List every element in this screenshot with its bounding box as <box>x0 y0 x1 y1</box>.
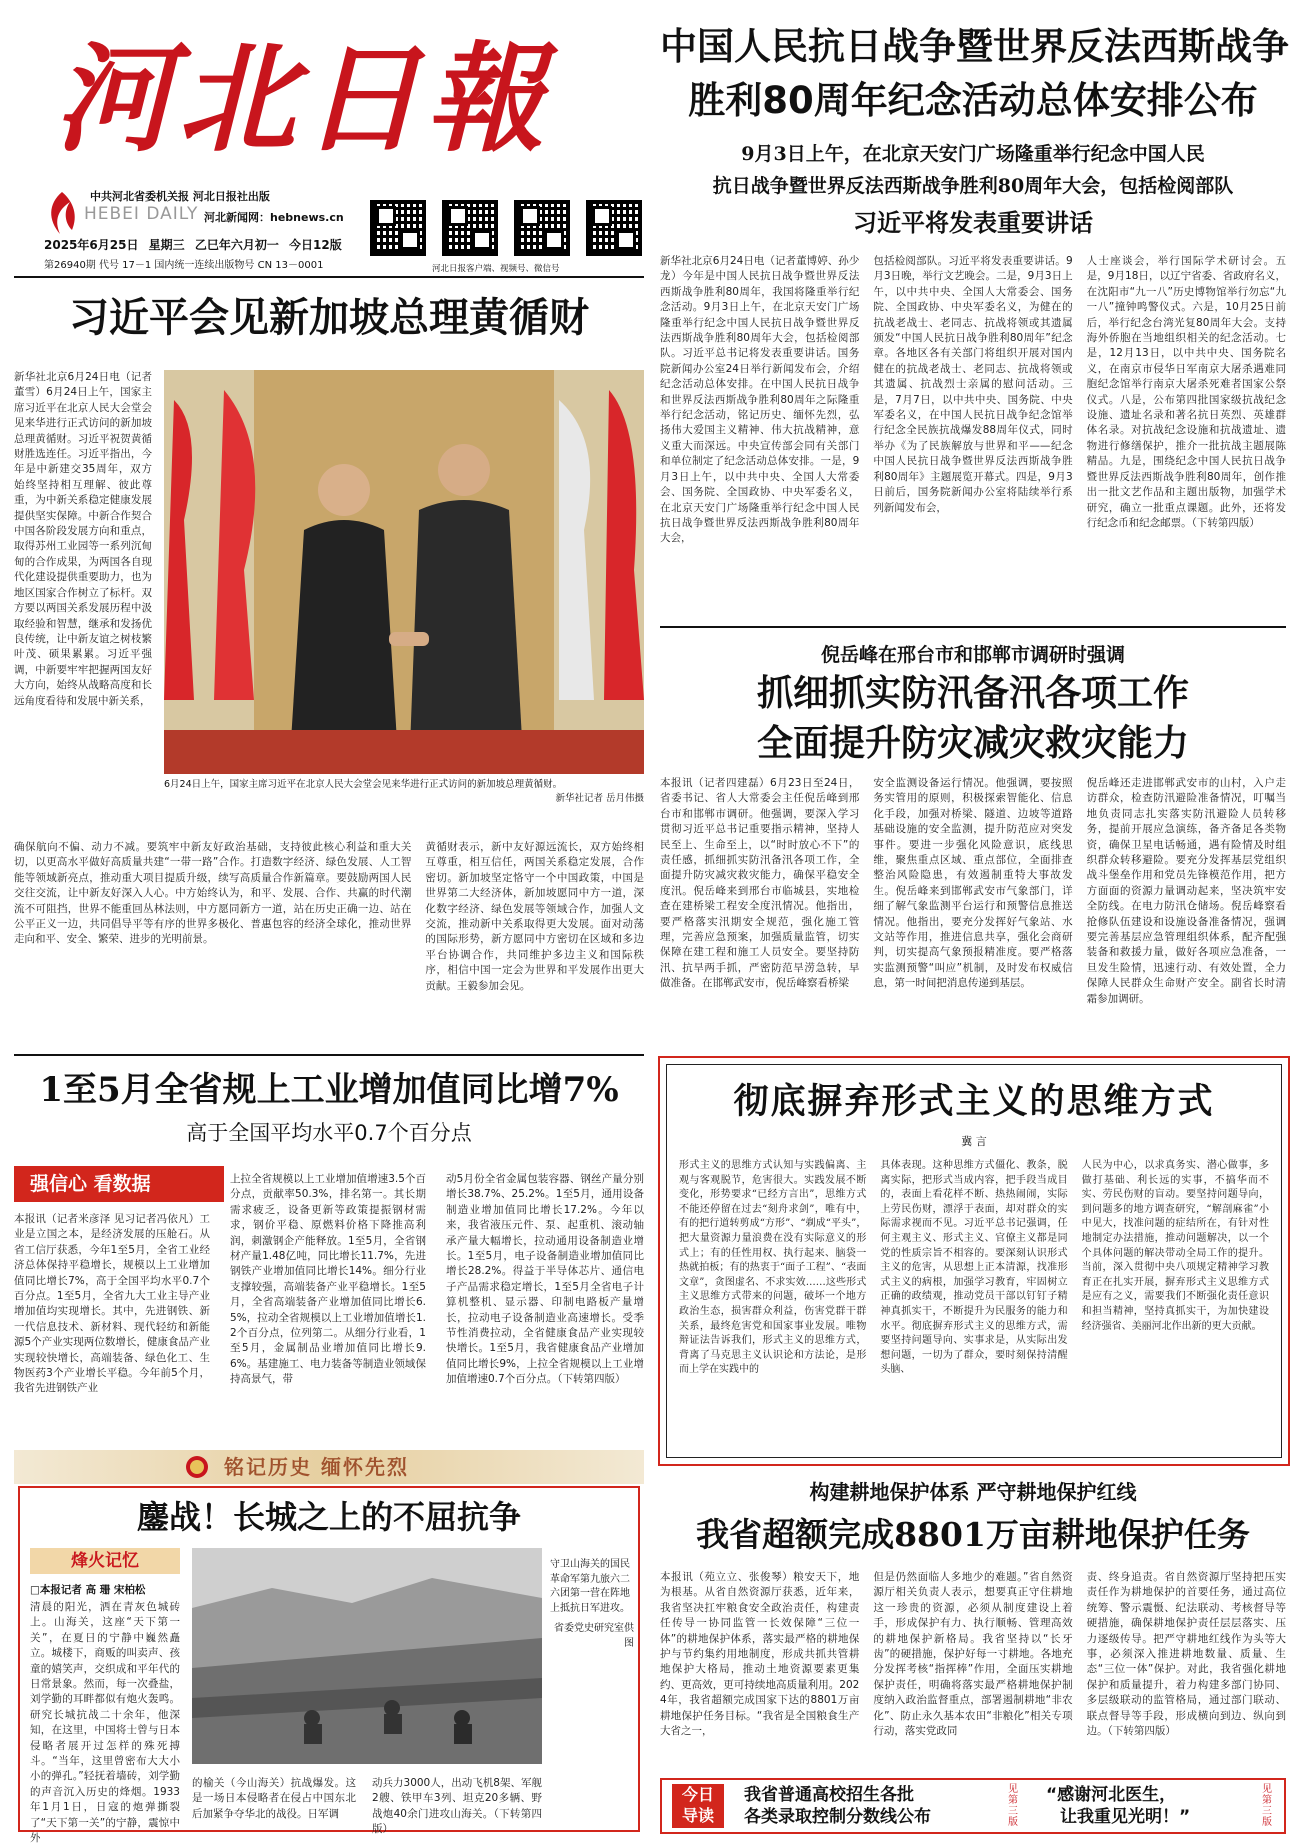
editorial-headline: 彻底摒弃形式主义的思维方式 <box>733 1081 1215 1122</box>
today-label-1: 今日 <box>681 1785 714 1804</box>
today-item-2-page: 见第三版 <box>1262 1784 1272 1828</box>
masthead-english: HEBEI DAILY <box>84 204 199 224</box>
website-url[interactable]: hebnews.cn <box>270 211 344 224</box>
greatwall-byline: □本报记者 高 珊 宋柏松 <box>30 1584 146 1596</box>
qr-code-icon[interactable] <box>442 200 498 256</box>
xi-body <box>14 840 644 1046</box>
issue-pages: 今日12版 <box>289 238 342 252</box>
editorial-col-3: 人民为中心，以求真务实、潜心做事，多做打基础、利长远的实事，不搞华而不实、劳民伤财的盲动。要坚持问题导向，到问题多的地方调查研究，“解剖麻雀”小中见大，找准问题的症结所在，有针对性地制定办法措施，推动问题解决，以一个个具体问题的解决带动全局工作的提升。当前，深入贯彻中央八项规定精神学习教育正在扎实开展，摒弃形式主义思维方式是应有之义，需要我们不断强化责任意识和担当精神，坚持真抓实干，为加快建设经济强省、美丽河北作出新的更大贡献。 <box>1081 1160 1269 1332</box>
masthead-dateline <box>44 236 342 253</box>
editorial-col-1: 形式主义的思维方式认知与实践偏离、主观与客观脱节，危害很大。实践发展不断变化，形势要求“已经方言出”，思维方式不能还停留在过去“刻舟求剑”，唯有中，有的把行道转剪成“方形”、“剃成“平头”，把大量资源力量浪费在没有实际意义的形式上；有的任性用权、执行起来、脑袋一热就拍板；有的热衷于“面子工程”、“表面文章”，贪图虚名、不求实效……这些形式主义思维方式带来的问题，破坏一个地方政治生态，损害群众利益，伤害党群干群关系，最终危害党和国家事业发展。唯物辩证法告诉我们，形式主义的思维方式，背离了马克思主义认识论和方法论，是形而上学在实践中的 <box>679 1160 867 1376</box>
website-label: 河北新闻网： <box>204 211 270 224</box>
flood-col-2: 安全监测设备运行情况。他强调，要按照务实管用的原则，积极探索智能化、信息化手段，加强对桥梁、隧道、边坡等道路基础设施的安全监测，提升防范应对突发事件。要进一步强化风险意识，底线思维，聚焦重点区域、重点部位，全面排查整治风险隐患，有效遏制重特大事故发生。倪岳峰来到邯郸武安市气象部门，详细了解气象监测平台运行和预警信息推送情况。他指出，要充分发挥好气象站、水文站等作用，推进信息共享，强化会商研判，切实提高气象预报精准度。要严格落实监测预警“叫应”机制，及时发布权威信息，第一时间把消息传递到基层。 <box>873 777 1073 990</box>
farmland-body <box>660 1570 1286 1770</box>
qr-caption: 河北日报客户端、视频号、微信号 <box>432 264 560 274</box>
industry-col-2: 上拉全省规模以上工业增加值增速3.5个百分点，贡献率50.3%，排名第一。其长期需求疲乏，设备更新等政策提振钢材需求，钢价平稳、原燃料价格下降推高利润，刺激钢企产能释放。1至5月，全省钢材产量1.48亿吨，同比增长11.7%，先进钢铁产业增加值同比增长14%。细分行业支撑较强，高端装备产业平稳增长。1至5月，全省高端装备产业增加值同比增长6.5%，拉动全省规模以上工业增加值增长1.2个百分点，位列第二。从细分行业看，1至5月，金属制品业增加值同比增长9.6%。基建施工、电力装备等制造业领域保持高景气，带 <box>230 1173 426 1386</box>
lead-col-3: 人士座谈会，举行国际学术研讨会。五是，9月18日，以辽宁省委、省政府名义，在沈阳市“九一八”历史博物馆举行勿忘“九一八”撞钟鸣警仪式。六是，10月25日前后，举行纪念台湾光复80周年大会。支持海外侨胞在当地组织相关的纪念活动。七是，12月13日，以中共中央、国务院名义，在南京市侵华日军南京大屠杀遇难同胞纪念馆举行南京大屠杀死难者国家公祭仪式。八是，公布第四批国家级抗战纪念设施、遗址名录和著名抗日英烈、英雄群体名录。对抗战纪念设施和抗战遗址、遗物进行修缮保护，推介一批抗战主题展陈精品。九是，围绕纪念中国人民抗日战争暨世界反法西斯战争胜利80周年，创作推出一批文艺作品和主题出版物，加强学术研究，确立一批重点课题。此外，还将发行纪念币和纪念邮票。（下转第四版） <box>1086 255 1286 529</box>
masthead-issue-line: 第26940期 代号 17－1 国内统一连续出版物号 CN 13－0001 <box>44 260 324 271</box>
photo-caption: 守卫山海关的国民革命军第九旅六二六团第一营在阵地上抵抗日军进攻。 <box>550 1559 630 1614</box>
greatwall-col-1: 清晨的阳光，洒在青灰色城砖上。山海关，这座“天下第一关”，在夏日的宁静中巍然矗立。城楼下，商贩的叫卖声、孩童的嬉笑声，交织成和平年代的日常景象。然而，每一次叠盐，刘学勤的耳畔都似有炮火轰鸣。研究长城抗战二十余年，他深知，在这里，中国将士曾与日本侵略者展开过怎样的殊死搏斗。“当年，这里曾密布大大小小的弹孔。”轻抚着墙砖，刘学勤的声音沉入历史的烽烟。1933年1月1日，日寇的炮弹撕裂了“天下第一关”的宁静，震惊中外 <box>30 1601 180 1845</box>
flood-headline-2: 全面提升防灾减灾救灾能力 <box>756 722 1189 764</box>
greatwall-banner-label: 铭记历史 缅怀先烈 <box>224 1455 409 1479</box>
lead-col-2: 包括检阅部队。习近平将发表重要讲话。9月3日晚，举行文艺晚会。二是，9月3日上午，以中共中央、全国人大常委会、国务院、全国政协、中央军委名义，为健在的抗战老战士、老同志、抗战将领或其遗属颁发“中国人民抗日战争胜利80周年”纪念章。各地区各有关部门将组织开展对国内健在的抗战老战士、老同志、抗战将领或其遗属、抗战烈士亲属的慰问活动。三是，7月7日，以中共中央、国务院、中央军委名义，在中国人民抗日战争纪念馆举行纪念全民族抗战爆发88周年仪式，同时举办《为了民族解放与世界和平——纪念中国人民抗日战争暨世界反法西斯战争胜利80周年》主题展览开幕式。四是，9月3日前后，国务院新闻办公室将陆续举行系列新闻发布会， <box>873 255 1073 514</box>
issue-weekday: 星期三 <box>148 238 185 252</box>
masthead-website <box>204 209 344 225</box>
today-guide <box>660 1778 1286 1834</box>
photo-caption: 6月24日上午，国家主席习近平在北京人民大会堂会见来华进行正式访问的新加坡总理黄循财。 <box>164 779 563 790</box>
greatwall-story <box>18 1486 640 1845</box>
farmland-col-3: 责、终身追责。省自然资源厅坚持把压实责任作为耕地保护的首要任务，通过高位统筹、警示震慑、纪法联动、考核督导等硬措施，确保耕地保护责任层层落实、压力逐级传导。把严守耕地红线作为头等大事，必须深入推进耕地数量、质量、生态“三位一体”保护。对此，我省强化耕地保护和质量提升，着力构建多部门协同、多层级联动的监管格局，通过部门联动、联点督导等手段，形成横向到边、纵向到边。（下转第四版） <box>1086 1571 1286 1738</box>
farmland-headline: 我省超额完成8801万亩耕地保护任务 <box>696 1515 1250 1554</box>
industry-col-1: 本报讯（记者米彦泽 见习记者冯依凡）工业是立国之本，是经济发展的压舱石。从省工信厅获悉，今年1至5月，全省工业经济总体保持平稳增长，规模以上工业增加值同比增长7%，高于全国平均水平0.7个百分点。1至5月，全省九大工业主导产业增加值均实现增长。其中，先进钢铁、新一代信息技术、新材料、现代轻纺和新能源5个产业实现两位数增长，健康食品产业实现较快增长，高端装备、绿色化工、生物医药3个产业增长平稳。今年前5个月，我省先进钢铁产业 <box>14 1213 210 1395</box>
xi-col-2: 黄循财表示，新中友好源远流长，双方始终相互尊重，相互信任，两国关系稳定发展，合作密切。新加坡坚定恪守一个中国政策，中国是世界第二大经济体，新加坡愿同中方一道，深化数字经济、绿色发展等领域合作，加强人文交流，推动新中关系取得更大发展。面对动荡的国际形势，新方愿同中方密切在区域和多边平台协调合作，共同维护多边主义和国际秩序，相信中国一定会为世界和平发展作出更大贡献。王毅参加会见。 <box>425 841 644 992</box>
divider <box>14 1054 644 1056</box>
today-item-2-line-2: 让我重见光明！” <box>1060 1807 1191 1827</box>
today-item-1-line-2: 各类录取控制分数线公布 <box>744 1807 931 1827</box>
photo-credit: 省委党史研究室供图 <box>554 1623 634 1649</box>
xi-photo <box>164 370 644 774</box>
today-label-2: 导读 <box>681 1806 714 1825</box>
qr-code-icon[interactable] <box>370 200 426 256</box>
lead-headline-2: 胜利80周年纪念活动总体安排公布 <box>688 79 1258 122</box>
greatwall-bottom-col-2: 动兵力3000人，出动飞机8架、军舰2艘、铁甲车3列、坦克20多辆、野战炮40余门进攻山海关。（下转第四版） <box>372 1777 542 1836</box>
divider <box>14 276 644 278</box>
masthead-title: 河北日報 <box>54 29 551 168</box>
today-item-1[interactable] <box>744 1784 1044 1828</box>
today-item-1-page: 见第三版 <box>1008 1784 1018 1828</box>
flood-col-1: 本报讯（记者四建磊）6月23日至24日，省委书记、省人大常委会主任倪岳峰到邢台市和邯郸市调研。他强调，要深入学习贯彻习近平总书记重要指示精神，坚持人民至上、生命至上，以“时时放心不下”的责任感，抓细抓实防汛备汛各项工作，全面提升防灾减灾救灾能力，确保平稳安全度汛。倪岳峰来到邢台市临城县，实地检查在建桥梁工程安全度汛情况。他指出，要严格落实汛期安全规范，强化施工管理，完善应急预案，加强质量监管，切实保障在建工程和施工人员安全。要坚持防汛、抗旱两手抓，严密防范旱涝急转，早做准备。在邯郸武安市，倪岳峰察看桥梁 <box>660 777 860 990</box>
greatwall-headline: 鏖战！长城之上的不屈抗争 <box>136 1498 521 1536</box>
emblem-icon <box>184 1454 210 1480</box>
today-item-2[interactable] <box>1046 1784 1256 1828</box>
section-tag <box>30 1548 180 1574</box>
issue-date: 2025年6月25日 <box>44 238 139 252</box>
industry-col-3: 动5月份全省金属包装容器、钢丝产量分别增长38.7%、25.2%。1至5月，通用设备制造业增加值同比增长17.2%。今年以来，我省液压元件、泵、起重机、滚动轴承产量大幅增长，拉动通用设备制造业增长。1至5月，电子设备制造业增加值同比增长28.2%。得益于半导体芯片、通信电子产品需求稳定增长，1至5月全省电子计算机整机、显示器、印制电路板产量增长，拉动电子设备制造业高速增长。受季节性消费拉动，全省健康食品产业实现较快增长。1至5月，我省健康食品产业增加值同比增长9%，上拉全省规模以上工业增加值增速0.7个百分点。（下转第四版） <box>446 1173 644 1386</box>
flood-kicker: 倪岳峰在邢台市和邯郸市调研时强调 <box>820 644 1125 666</box>
xi-lead-text: 新华社北京6月24日电（记者董雪）6月24日上午，国家主席习近平在北京人民大会堂会见来华进行正式访问的新加坡总理黄循财。习近平祝贺黄循财胜选连任。习近平指出，今年是中新建交35周年，双方始终坚持相互理解、彼此尊重，为中新关系稳定健康发展提供坚实保障。中新合作契合中国各阶段发展方向和重点，取得苏州工业园等一系列沉甸甸的合作成果，为两国各自现代化建设提供重要助力，也为地区国家合作树立了标杆。双方要以两国关系发展历程中汲取经验和智慧，继承和发扬优良传统，让中新友谊之树枝繁叶茂、硕果累累。习近平强调，中新要牢牢把握两国友好大方向，始终从战略高度和长远角度看待和发展中新关系， <box>14 371 152 707</box>
xi-headline: 习近平会见新加坡总理黄循财 <box>69 295 589 341</box>
lead-subhead-1: 9月3日上午，在北京天安门广场隆重举行纪念中国人民 <box>741 143 1205 165</box>
industry-headline: 1至5月全省规上工业增加值同比增7% <box>39 1070 619 1110</box>
lead-headline-1: 中国人民抗日战争暨世界反法西斯战争 <box>660 25 1289 68</box>
today-item-1-line-1: 我省普通高校招生各批 <box>744 1785 914 1805</box>
greatwall-photo-caption <box>550 1558 634 1651</box>
lead-subhead-3: 习近平将发表重要讲话 <box>853 209 1093 237</box>
divider <box>660 626 1286 628</box>
xi-photo-illustration <box>164 370 644 774</box>
flood-col-3: 倪岳峰还走进邯郸武安市的山村，入户走访群众，检查防汛避险准备情况，叮嘱当地负责同志扎实落实防汛避险人员转移务，提前开展应急演练，备齐备足各类物资，确保卫星电话畅通，遇有险情及时组织群众转移避险。要充分发挥基层党组织战斗堡垒作用和党员先锋模范作用，把方方面面的资源力量调动起来，坚决筑牢安全防线。在电力防汛仓储场。倪岳峰察看抢修队伍建设和设施设备准备情况，强调要完善基层应急管理组织体系，配齐配强装备和救援力量，做好各项应急准备，一旦发生险情，迅速行动、有效处置，全力保障人民群众生命财产安全。副省长时清霜参加调研。 <box>1086 777 1286 1005</box>
greatwall-photo-illustration <box>192 1548 542 1764</box>
greatwall-bottom-col-1: 的榆关（今山海关）抗战爆发。这是一场日本侵略者在侵占中国东北后加紧争夺华北的战役。日军调 <box>192 1777 356 1820</box>
masthead <box>14 10 644 272</box>
farmland-col-1: 本报讯（苑立立、张俊琴）粮安天下，地为根基。从省自然资源厅获悉，近年来，我省坚决扛牢粮食安全政治责任，构建责任传导一协同监管一长效保障“三位一体”的耕地保护体系，落实最严格的耕地保护与节约集约用地制度，形成共抓共管耕地保护大格局，推动土地资源要素更集约、更高效，更可持续地高质量利用。2024年，我省超额完成国家下达的8801万亩耕地保护任务目标。“我省是全国粮食生产大省之一， <box>660 1571 860 1738</box>
data-banner-label: 强信心 看数据 <box>30 1173 151 1195</box>
farmland-col-2: 但是仍然面临人多地少的难题。”省自然资源厅相关负责人表示，想要真正守住耕地这一珍贵的资源，必须从制度建设上着手，形成保护有力、执行顺畅、管理高效的耕地保护新格局。我省坚持以“长牙齿”的硬措施，保护好每一寸耕地。各地充分发挥考核“指挥棒”作用，全面压实耕地保护责任，明确将落实最严格耕地保护制度纳入政治监督重点，部署遏制耕地“非农化”、防止永久基本农田“非粮化”相关专项行动，落实党政同 <box>873 1571 1073 1738</box>
xi-story <box>14 284 644 1050</box>
farmland-story <box>660 1474 1286 1774</box>
lead-subhead-2: 抗日战争暨世界反法西斯战争胜利80周年大会，包括检阅部队 <box>712 175 1234 197</box>
editorial-box <box>658 1056 1290 1466</box>
greatwall-photo <box>192 1548 542 1764</box>
flood-story <box>660 634 1286 1054</box>
section-tag-label: 烽火记忆 <box>71 1551 139 1571</box>
qr-code-icon[interactable] <box>514 200 570 256</box>
today-guide-label <box>672 1784 724 1828</box>
industry-subhead: 高于全国平均水平0.7个百分点 <box>186 1121 472 1145</box>
greatwall-banner <box>14 1450 644 1484</box>
flood-headline-1: 抓细抓实防汛备汛各项工作 <box>756 672 1189 714</box>
farmland-kicker: 构建耕地保护体系 严守耕地保护红线 <box>809 1480 1137 1504</box>
flood-body <box>660 776 1286 1046</box>
editorial-author: 冀 言 <box>961 1135 987 1148</box>
photo-credit: 新华社记者 岳月伟摄 <box>555 793 644 804</box>
lead-body <box>660 254 1286 614</box>
masthead-logo-icon <box>44 190 78 236</box>
industry-story <box>14 1060 644 1446</box>
today-item-2-line-1: “感谢河北医生， <box>1046 1785 1177 1805</box>
issue-lunar-date: 乙巳年六月初一 <box>194 238 279 252</box>
qr-code-icon[interactable] <box>586 200 642 256</box>
xi-col-1: 确保航向不偏、动力不减。要筑牢中新友好政治基础，支持彼此核心利益和重大关切，以更高水平做好高质量共建“一带一路”合作。打造数字经济、绿色发展、人工智能等领域新亮点，推动重大项目提质升级，续写高质量合作新篇章。要鼓励两国人民交往交流，让中新友好深入人心。中方始终认为，和平、发展、合作、共赢的时代潮流不可阻挡，世界不能重回丛林法则，中方愿同新方一道，站在历史正确一边、站在公平正义一边，共同倡导平等有序的世界多极化、普惠包容的经济全球化，推动世界走向和平、安全、繁荣、进步的光明前景。 <box>14 841 412 946</box>
masthead-sponsor: 中共河北省委机关报 河北日报社出版 <box>90 190 270 203</box>
lead-col-1: 新华社北京6月24日电（记者董博婷、孙少龙）今年是中国人民抗日战争暨世界反法西斯战争胜利80周年，我国将隆重举行纪念活动。9月3日上午，在北京天安门广场隆重举行纪念中国人民抗日战争暨世界反法西斯战争胜利80周年大会，包括检阅部队。习近平总书记将发表重要讲话。国务院新闻办公室24日举行新闻发布会，介绍纪念活动总体安排。在中国人民抗日战争和世界反法西斯战争胜利80周年之际隆重举行纪念活动，铭记历史、缅怀先烈，弘扬伟大爱国主义精神、伟大抗战精神，意义重大而深远。中央宣传部会同有关部门和单位制定了纪念活动总体安排。一是，9月3日上午，以中共中央、全国人大常委会、国务院、全国政协、中央军委名义，在北京天安门广场隆重举行纪念中国人民抗日战争暨世界反法西斯战争胜利80周年大会， <box>660 255 860 545</box>
editorial-col-2: 具体表现。这种思维方式僵化、教条，脱离实际，把形式当成内容，把手段当成目的，表面上看花样不断、热热闹闹，实际上劳民伤财，漂浮于表面，却对群众的实际需求视而不见。习近平总书记强调，任何主观主义、形式主义、官僚主义都是同党的性质宗旨不相容的。要深刻认识形式主义的危害，从思想上正本清源，找准形式主义的病根，加强学习教育，牢固树立正确的政绩观，推动党员干部以钉钉子精神真抓实干，不断提升为民服务的能力和水平。彻底摒弃形式主义的思维方式，需要坚持问题导向、实事求是，从实际出发想问题，一切为了群众，要时刻保持清醒头脑、 <box>880 1160 1068 1376</box>
data-banner <box>14 1166 224 1202</box>
editorial-body <box>679 1159 1269 1449</box>
lead-story <box>660 14 1289 624</box>
xi-photo-caption <box>164 778 644 806</box>
